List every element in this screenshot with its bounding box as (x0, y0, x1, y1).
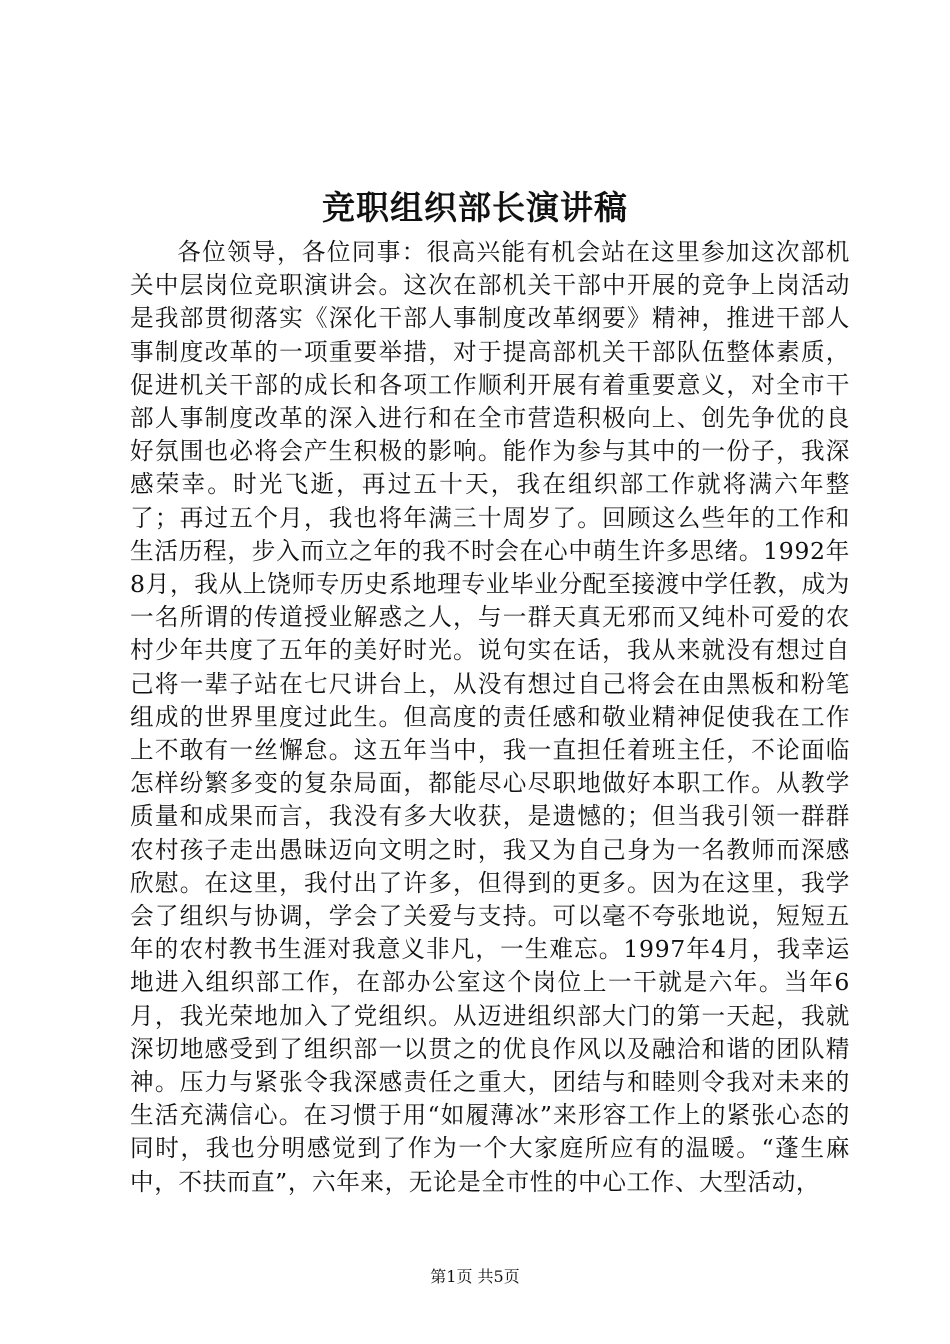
page-footer: 第1页 共5页 (430, 1267, 520, 1286)
document-title: 竞职组织部长演讲稿 (322, 188, 628, 227)
speech-body-paragraph: 各位领导，各位同事：很高兴能有机会站在这里参加这次部机关中层岗位竞职演讲会。这次在部机关干部中开展的竞争上岗活动是我部贯彻落实《深化干部人事制度改革纲要》精神，推进干部人事制度改革的一项重要举措，对于提高部机关干部队伍整体素质，促进机关干部的成长和各项工作顺利开展有着重要意义，对全市干部人事制度改革的深入进行和在全市营造积极向上、创先争优的良好氛围也必将会产生积极的影响。能作为参与其中的一份子，我深感荣幸。时光飞逝，再过五十天，我在组织部工作就将满六年整了；再过五个月，我也将年满三十周岁了。回顾这么些年的工作和生活历程，步入而立之年的我不时会在心中萌生许多思绪。1992年8月，我从上饶师专历史系地理专业毕业分配至接渡中学任教，成为一名所谓的传道授业解惑之人，与一群天真无邪而又纯朴可爱的农村少年共度了五年的美好时光。说句实在话，我从来就没有想过自己将一辈子站在七尺讲台上，从没有想过自己将会在由黑板和粉笔组成的世界里度过此生。但高度的责任感和敬业精神促使我在工作上不敢有一丝懈怠。这五年当中，我一直担任着班主任，不论面临怎样纷繁多变的复杂局面，都能尽心尽职地做好本职工作。从教学质量和成果而言，我没有多大收获，是遗憾的；但当我引领一群群农村孩子走出愚昧迈向文明之时，我又为自己身为一名教师而深感欣慰。在这里，我付出了许多，但得到的更多。因为在这里，我学会了组织与协调，学会了关爱与支持。可以毫不夸张地说，短短五年的农村教书生涯对我意义非凡，一生难忘。1997年4月，我幸运地进入组织部工作，在部办公室这个岗位上一干就是六年。当年6月，我光荣地加入了党组织。从迈进组织部大门的第一天起，我就深切地感受到了组织部一以贯之的优良作风以及融洽和谐的团队精神。压力与紧张令我深感责任之重大，团结与和睦则令我对未来的生活充满信心。在习惯于用“如履薄冰”来形容工作上的紧张心态的同时，我也分明感觉到了作为一个大家庭所应有的温暖。“蓬生麻中，不扶而直”，六年来，无论是全市性的中心工作、大型活动， (130, 238, 850, 1196)
